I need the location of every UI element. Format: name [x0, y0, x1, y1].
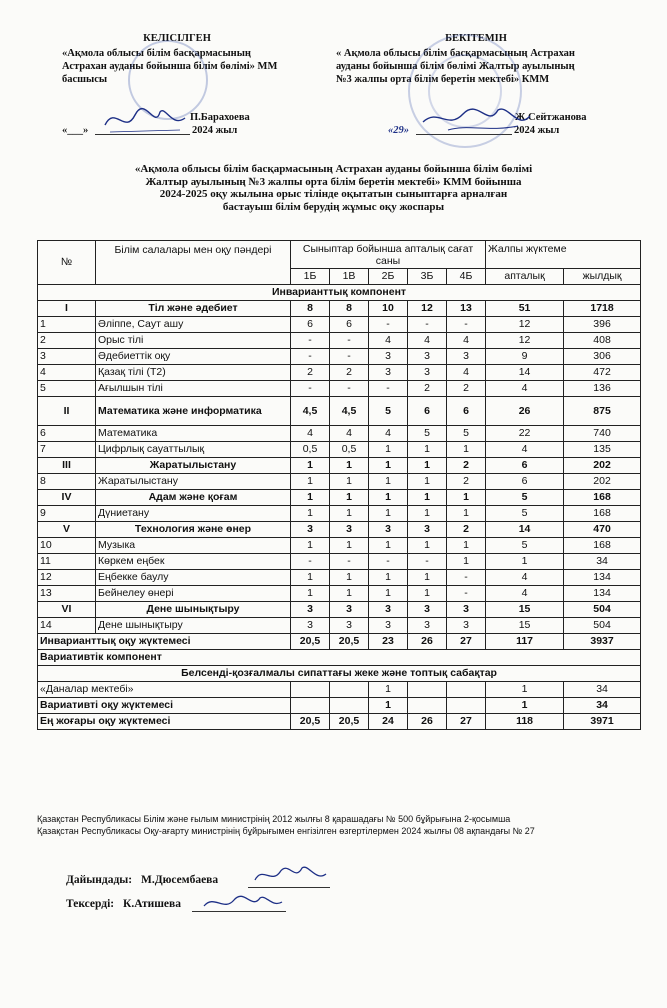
left-heading: КЕЛІСІЛГЕН	[143, 33, 211, 44]
left-date-prefix: «___»	[62, 125, 89, 136]
cell-value: 202	[564, 474, 641, 490]
cell-value: 1	[408, 506, 447, 522]
row-number: 14	[38, 618, 96, 634]
cell-value: 134	[564, 586, 641, 602]
cell-value: 26	[486, 397, 564, 426]
cell-value: 504	[564, 602, 641, 618]
cell-value: 470	[564, 522, 641, 538]
cell-value: 1	[447, 506, 486, 522]
cell-value: 5	[486, 490, 564, 506]
checked-label: Тексерді:	[66, 898, 115, 910]
cell-value: 1	[486, 554, 564, 570]
table-row	[38, 458, 641, 474]
cell-value: 4	[408, 333, 447, 349]
cell-value: 22	[486, 426, 564, 442]
cell-value: 136	[564, 381, 641, 397]
table-row	[38, 365, 641, 381]
table-row	[38, 426, 641, 442]
table-row	[38, 442, 641, 458]
cell-value: 12	[408, 301, 447, 317]
subject-name: Ағылшын тілі	[96, 381, 291, 397]
cell-value: 1	[369, 506, 408, 522]
cell-value: 1	[408, 490, 447, 506]
row-number: 2	[38, 333, 96, 349]
cell-value: 1	[369, 570, 408, 586]
cell-value: 2	[291, 365, 330, 381]
cell-value: 1	[369, 698, 408, 714]
cell-value: -	[291, 554, 330, 570]
footnote-1: Қазақстан Республикасы Білім және ғылым министрінің 2012 жылғы 8 қарашадағы № 500 бұйрығына 2-қосымша	[37, 814, 511, 824]
cell-value: 3	[408, 522, 447, 538]
cell-value: 4	[330, 426, 369, 442]
cell-value: 1	[369, 490, 408, 506]
cell-value: 27	[447, 634, 486, 650]
footnote-2: Қазақстан Республикасы Оқу-ағарту министрінің бұйрығымен енгізілген өзгертілермен 2024 жылғы 08 ақпандағы № 27	[37, 826, 535, 836]
checked-signature	[200, 890, 285, 916]
cell-value: 1	[291, 586, 330, 602]
cell-value: 6	[486, 458, 564, 474]
cell-value: 1	[330, 490, 369, 506]
cell-value: 875	[564, 397, 641, 426]
cell-value: 3	[291, 522, 330, 538]
header-class: 4Б	[447, 269, 486, 285]
cell-value: 4,5	[330, 397, 369, 426]
curriculum-table-body	[38, 285, 641, 730]
table-row	[38, 682, 641, 698]
row-number: III	[38, 458, 96, 474]
subject-name: Бейнелеу өнері	[96, 586, 291, 602]
cell-value: 3	[447, 618, 486, 634]
left-line2: Астрахан ауданы бойынша білім бөлімі» ММ	[62, 61, 278, 72]
cell-value: 1	[330, 474, 369, 490]
cell-value: 1	[330, 570, 369, 586]
title-line1: «Ақмола облысы білім басқармасының Астрахан ауданы бойынша білім бөлімі	[134, 163, 533, 175]
subject-name: Тіл және әдебиет	[96, 301, 291, 317]
header-weekly-hours: Сыныптар бойынша апталық сағат саны	[291, 241, 486, 269]
cell-value: 202	[564, 458, 641, 474]
cell-value: 135	[564, 442, 641, 458]
row-number: IV	[38, 490, 96, 506]
cell-value: 14	[486, 522, 564, 538]
cell-value: 13	[447, 301, 486, 317]
cell-value: 5	[486, 538, 564, 554]
table-row	[38, 381, 641, 397]
cell-value: 1	[369, 442, 408, 458]
section-heading: Вариативтік компонент	[38, 650, 641, 666]
cell-value: 15	[486, 618, 564, 634]
cell-value: 8	[291, 301, 330, 317]
cell-value: 3	[330, 602, 369, 618]
row-number: II	[38, 397, 96, 426]
header-num: №	[38, 241, 96, 285]
subject-name: Дене шынықтыру	[96, 602, 291, 618]
cell-value: -	[369, 554, 408, 570]
row-number: 12	[38, 570, 96, 586]
cell-value: 1	[369, 474, 408, 490]
cell-value: -	[291, 381, 330, 397]
cell-value: -	[447, 570, 486, 586]
row-number: 4	[38, 365, 96, 381]
cell-value: 1	[408, 458, 447, 474]
subject-name: Жаратылыстану	[96, 474, 291, 490]
cell-value: 4	[447, 333, 486, 349]
cell-value: 3937	[564, 634, 641, 650]
cell-value: -	[369, 317, 408, 333]
table-row	[38, 333, 641, 349]
header-class: 1В	[330, 269, 369, 285]
cell-value: 1	[291, 490, 330, 506]
subject-name: Қазақ тілі (Т2)	[96, 365, 291, 381]
prepared-by	[66, 874, 218, 886]
header-yearly: жылдық	[564, 269, 641, 285]
cell-value: 1	[291, 538, 330, 554]
cell-value: -	[330, 333, 369, 349]
section-heading: Белсенді-қозғалмалы сипаттағы жеке және топтық сабақтар	[38, 666, 641, 682]
cell-value: 3	[330, 618, 369, 634]
subject-name: Математика және информатика	[96, 397, 291, 426]
cell-value: 1	[369, 458, 408, 474]
cell-value: 20,5	[291, 634, 330, 650]
title-line3: 2024-2025 оқу жылына орыс тілінде оқытатын сыныптарға арналған	[159, 188, 508, 200]
cell-value: 34	[564, 554, 641, 570]
subject-name: Адам және қоғам	[96, 490, 291, 506]
cell-value: 20,5	[330, 634, 369, 650]
cell-value: 3	[408, 618, 447, 634]
cell-value: 1	[486, 698, 564, 714]
curriculum-table	[37, 240, 641, 730]
cell-value: 5	[369, 397, 408, 426]
cell-value: 23	[369, 634, 408, 650]
right-signature	[418, 100, 538, 140]
cell-value: 2	[447, 458, 486, 474]
cell-value: 6	[291, 317, 330, 333]
cell-value	[447, 698, 486, 714]
cell-value: 3	[369, 602, 408, 618]
cell-value: 1	[291, 506, 330, 522]
cell-value: 9	[486, 349, 564, 365]
cell-value: 3	[291, 602, 330, 618]
left-line3: басшысы	[62, 74, 108, 85]
title-line4: бастауыш білім берудің жұмыс оқу жоспары	[222, 200, 445, 213]
checked-name: К.Атишева	[123, 898, 181, 910]
row-number: 8	[38, 474, 96, 490]
subject-name: «Даналар мектебі»	[38, 682, 291, 698]
subject-name: Еңбекке баулу	[96, 570, 291, 586]
table-row	[38, 506, 641, 522]
row-number: 9	[38, 506, 96, 522]
row-number: VI	[38, 602, 96, 618]
cell-value: 1	[408, 474, 447, 490]
right-line1: « Ақмола облысы білім басқармасының Астрахан	[336, 48, 575, 59]
cell-value: 2	[447, 522, 486, 538]
total-label: Вариативті оқу жүктемесі	[38, 698, 291, 714]
cell-value: 168	[564, 538, 641, 554]
cell-value	[447, 682, 486, 698]
cell-value: -	[291, 349, 330, 365]
cell-value: 472	[564, 365, 641, 381]
cell-value: 14	[486, 365, 564, 381]
row-number: 11	[38, 554, 96, 570]
document-title	[0, 163, 667, 213]
subject-name: Әдебиеттік оқу	[96, 349, 291, 365]
cell-value: 1	[330, 586, 369, 602]
table-row	[38, 570, 641, 586]
cell-value: 6	[408, 397, 447, 426]
cell-value	[291, 682, 330, 698]
table-row	[38, 522, 641, 538]
table-row	[38, 397, 641, 426]
table-row	[38, 634, 641, 650]
cell-value: 3971	[564, 714, 641, 730]
cell-value: 2	[447, 474, 486, 490]
cell-value: 1	[369, 586, 408, 602]
cell-value: 3	[369, 365, 408, 381]
cell-value: 117	[486, 634, 564, 650]
cell-value: 34	[564, 682, 641, 698]
cell-value: 3	[369, 349, 408, 365]
cell-value	[408, 682, 447, 698]
subject-name: Дене шынықтыру	[96, 618, 291, 634]
cell-value: 4	[291, 426, 330, 442]
table-row	[38, 538, 641, 554]
table-row	[38, 474, 641, 490]
cell-value: 2	[447, 381, 486, 397]
cell-value: 24	[369, 714, 408, 730]
section-heading: Инварианттық компонент	[38, 285, 641, 301]
cell-value: -	[447, 317, 486, 333]
right-line3: №3 жалпы орта білім беретін мектебі» КММ	[336, 74, 550, 85]
row-number: 5	[38, 381, 96, 397]
header-weekly: апталық	[486, 269, 564, 285]
cell-value: 168	[564, 506, 641, 522]
cell-value: 6	[330, 317, 369, 333]
row-number: I	[38, 301, 96, 317]
cell-value: 1	[330, 458, 369, 474]
table-row	[38, 618, 641, 634]
table-row	[38, 666, 641, 682]
table-row	[38, 650, 641, 666]
cell-value: 740	[564, 426, 641, 442]
cell-value: 20,5	[291, 714, 330, 730]
table-row	[38, 714, 641, 730]
cell-value: 1	[447, 442, 486, 458]
cell-value: 4	[486, 570, 564, 586]
cell-value: 408	[564, 333, 641, 349]
prepared-name: М.Дюсембаева	[140, 874, 219, 886]
cell-value: 12	[486, 333, 564, 349]
left-signature	[100, 100, 190, 140]
cell-value: -	[447, 586, 486, 602]
cell-value	[330, 682, 369, 698]
cell-value: 306	[564, 349, 641, 365]
subject-name: Көркем еңбек	[96, 554, 291, 570]
cell-value: 0,5	[291, 442, 330, 458]
prepared-signature	[250, 860, 330, 890]
right-date-prefix: «29»	[388, 125, 409, 136]
cell-value: -	[330, 381, 369, 397]
cell-value: 1718	[564, 301, 641, 317]
right-signer: Ж.Сейтжанова	[515, 112, 587, 123]
cell-value: 6	[447, 397, 486, 426]
cell-value: 1	[369, 682, 408, 698]
cell-value: 134	[564, 570, 641, 586]
subject-name: Математика	[96, 426, 291, 442]
cell-value: 3	[447, 349, 486, 365]
cell-value: 1	[408, 570, 447, 586]
cell-value: 3	[408, 602, 447, 618]
cell-value: 5	[408, 426, 447, 442]
cell-value: 4	[369, 426, 408, 442]
cell-value	[291, 698, 330, 714]
right-date-year: 2024 жыл	[514, 125, 560, 136]
header-class: 1Б	[291, 269, 330, 285]
header-subjects: Білім салалары мен оқу пәндері	[96, 241, 291, 285]
cell-value: 3	[408, 365, 447, 381]
cell-value: -	[330, 554, 369, 570]
cell-value: 118	[486, 714, 564, 730]
table-row	[38, 317, 641, 333]
table-row	[38, 490, 641, 506]
cell-value	[408, 698, 447, 714]
cell-value: 4	[486, 586, 564, 602]
cell-value: 3	[330, 522, 369, 538]
row-number: 7	[38, 442, 96, 458]
cell-value: -	[291, 333, 330, 349]
cell-value: 1	[408, 442, 447, 458]
table-row	[38, 698, 641, 714]
cell-value: 5	[447, 426, 486, 442]
subject-name: Музыка	[96, 538, 291, 554]
cell-value: 3	[369, 618, 408, 634]
cell-value: 2	[408, 381, 447, 397]
subject-name: Технология және өнер	[96, 522, 291, 538]
table-row	[38, 554, 641, 570]
cell-value: -	[369, 381, 408, 397]
table-row	[38, 586, 641, 602]
row-number: 10	[38, 538, 96, 554]
footnotes	[37, 813, 535, 837]
cell-value: 1	[291, 474, 330, 490]
cell-value: -	[408, 554, 447, 570]
header-class: 3Б	[408, 269, 447, 285]
cell-value: 26	[408, 714, 447, 730]
cell-value: 3	[369, 522, 408, 538]
subject-name: Жаратылыстану	[96, 458, 291, 474]
cell-value	[330, 698, 369, 714]
cell-value: 1	[447, 554, 486, 570]
row-number: 1	[38, 317, 96, 333]
cell-value: 1	[330, 538, 369, 554]
cell-value: 26	[408, 634, 447, 650]
subject-name: Әліппе, Сaут ашу	[96, 317, 291, 333]
cell-value: 168	[564, 490, 641, 506]
cell-value: 1	[291, 570, 330, 586]
row-number: 6	[38, 426, 96, 442]
cell-value: 10	[369, 301, 408, 317]
cell-value: 3	[447, 602, 486, 618]
cell-value: 4,5	[291, 397, 330, 426]
cell-value: -	[408, 317, 447, 333]
total-label: Ең жоғары оқу жүктемесі	[38, 714, 291, 730]
cell-value: 1	[369, 538, 408, 554]
title-line2: Жалтыр ауылының №3 жалпы орта білім беретін мектебі» КММ бойынша	[145, 175, 522, 188]
table-row	[38, 285, 641, 301]
right-heading: БЕКІТЕМІН	[445, 33, 507, 44]
row-number: 13	[38, 586, 96, 602]
subject-name: Цифрлық сауаттылық	[96, 442, 291, 458]
table-row	[38, 301, 641, 317]
cell-value: 6	[486, 474, 564, 490]
table-row	[38, 349, 641, 365]
header-total-load: Жалпы жүктеме	[486, 241, 641, 269]
cell-value: 1	[408, 538, 447, 554]
checked-by	[66, 898, 181, 910]
row-number: 3	[38, 349, 96, 365]
cell-value: 51	[486, 301, 564, 317]
cell-value: 0,5	[330, 442, 369, 458]
cell-value: 3	[408, 349, 447, 365]
subject-name: Дүниетану	[96, 506, 291, 522]
cell-value: 1	[447, 538, 486, 554]
cell-value: 4	[486, 381, 564, 397]
row-number: V	[38, 522, 96, 538]
cell-value: 8	[330, 301, 369, 317]
cell-value: 15	[486, 602, 564, 618]
table-row	[38, 602, 641, 618]
cell-value: 1	[486, 682, 564, 698]
cell-value: 12	[486, 317, 564, 333]
cell-value: 504	[564, 618, 641, 634]
cell-value: 20,5	[330, 714, 369, 730]
cell-value: 4	[486, 442, 564, 458]
cell-value: 5	[486, 506, 564, 522]
prepared-label: Дайындады:	[66, 874, 133, 886]
cell-value: 27	[447, 714, 486, 730]
left-date-year: 2024 жыл	[192, 125, 238, 136]
cell-value: 396	[564, 317, 641, 333]
left-signer: П.Барахоева	[190, 112, 250, 123]
subject-name: Орыс тілі	[96, 333, 291, 349]
left-line1: «Ақмола облысы білім басқармасының	[62, 48, 251, 59]
cell-value: 4	[369, 333, 408, 349]
cell-value: 1	[408, 586, 447, 602]
cell-value: -	[330, 349, 369, 365]
right-line2: ауданы бойынша білім бөлімі Жалтыр ауылының	[336, 61, 575, 72]
total-label: Инварианттық оқу жүктемесі	[38, 634, 291, 650]
cell-value: 1	[291, 458, 330, 474]
header-class: 2Б	[369, 269, 408, 285]
cell-value: 34	[564, 698, 641, 714]
cell-value: 3	[291, 618, 330, 634]
cell-value: 2	[330, 365, 369, 381]
cell-value: 1	[330, 506, 369, 522]
cell-value: 4	[447, 365, 486, 381]
cell-value: 1	[447, 490, 486, 506]
